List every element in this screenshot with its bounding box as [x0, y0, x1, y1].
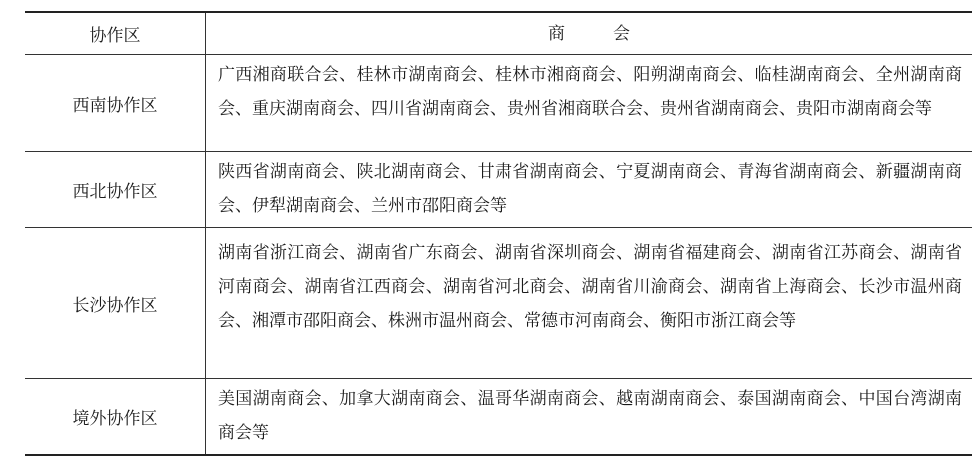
table-row	[25, 55, 972, 152]
chamber-table	[25, 11, 972, 456]
header-region: 协作区	[25, 13, 206, 54]
region-cell: 长沙协作区	[25, 228, 206, 378]
region-cell: 西北协作区	[25, 152, 206, 227]
members-cell: 湖南省浙江商会、湖南省广东商会、湖南省深圳商会、湖南省福建商会、湖南省江苏商会、湖南省河南商会、湖南省江西商会、湖南省河北商会、湖南省川渝商会、湖南省上海商会、长沙市温州商会、湘潭市邵阳商会、株洲市温州商会、常德市河南商会、衡阳市浙江商会等	[218, 243, 962, 331]
members-cell: 美国湖南商会、加拿大湖南商会、温哥华湖南商会、越南湖南商会、泰国湖南商会、中国台湾湖南商会等	[218, 389, 962, 443]
region-cell: 西南协作区	[25, 55, 206, 151]
table-row	[25, 228, 972, 379]
table-header-row	[25, 13, 972, 55]
table-row	[25, 152, 972, 228]
members-cell: 陕西省湖南商会、陕北湖南商会、甘肃省湖南商会、宁夏湖南商会、青海省湖南商会、新疆湖南商会、伊犁湖南商会、兰州市邵阳商会等	[218, 162, 962, 216]
header-members: 商会	[548, 23, 678, 44]
table-row	[25, 379, 972, 454]
members-cell: 广西湘商联合会、桂林市湖南商会、桂林市湘商商会、阳朔湖南商会、临桂湖南商会、全州湖南商会、重庆湖南商会、四川省湖南商会、贵州省湘商联合会、贵州省湖南商会、贵阳市湖南商会等	[218, 65, 962, 119]
region-cell: 境外协作区	[25, 379, 206, 454]
